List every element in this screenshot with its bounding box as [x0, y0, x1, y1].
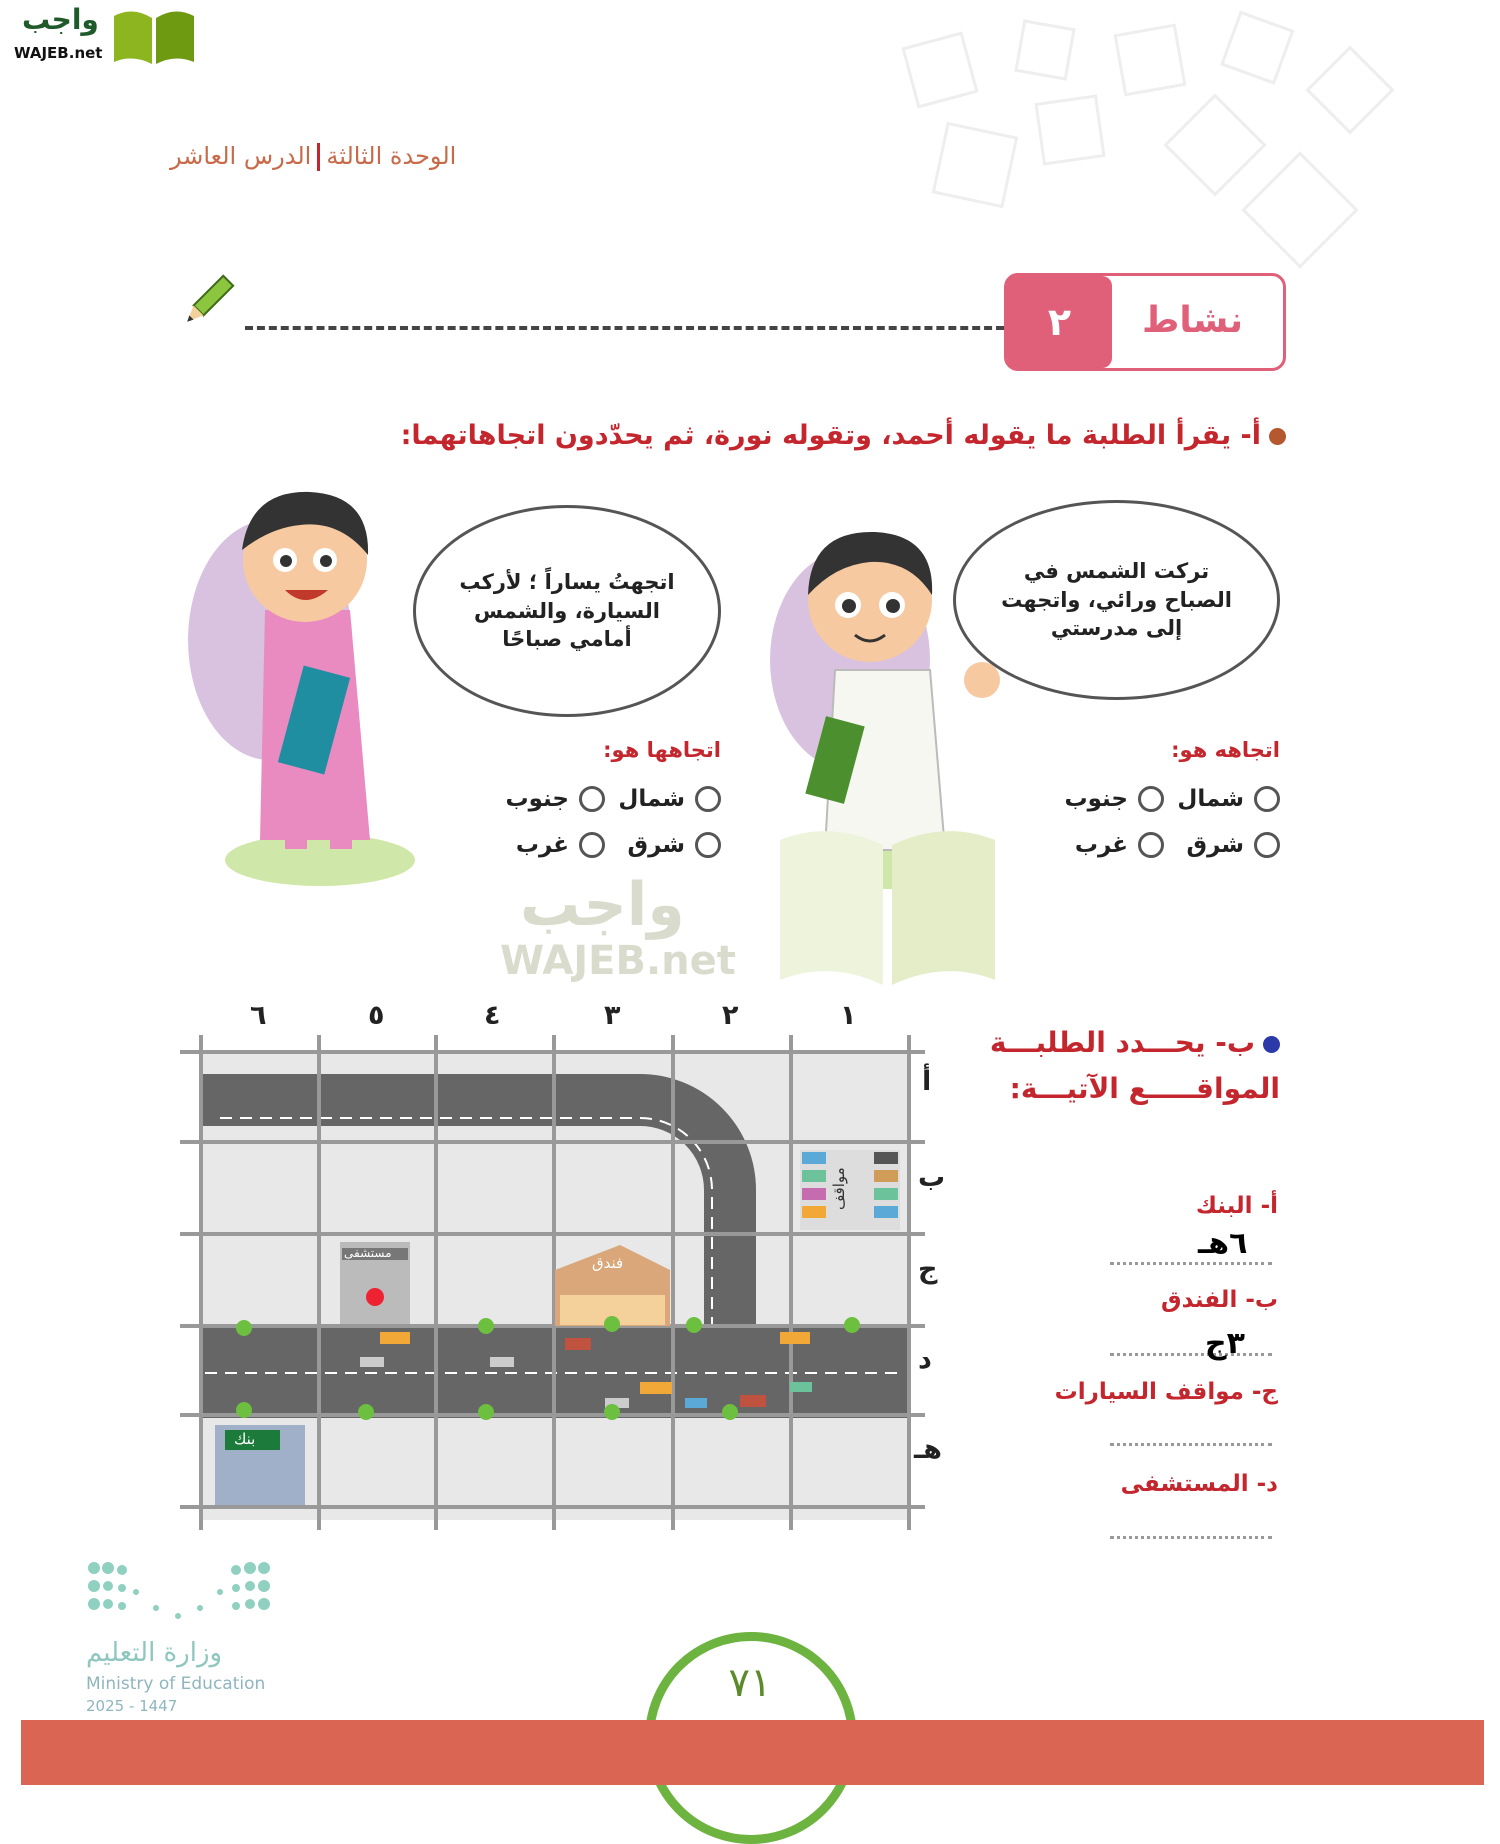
col-label: ١: [840, 1000, 857, 1031]
decorative-squares: [880, 0, 1440, 280]
boy-speech-line: إلى مدرستي: [1050, 616, 1183, 641]
option-label: شمال: [1177, 786, 1244, 812]
option-label: شرق: [1186, 832, 1244, 858]
row-label: د: [918, 1344, 932, 1375]
answer-bank: ٦هـ: [1198, 1226, 1248, 1261]
boy-direction-label: اتجاهه هو:: [1171, 738, 1280, 762]
option-label: شمال: [618, 786, 685, 812]
col-label: ٦: [250, 1000, 267, 1031]
parking-label: مواقف: [830, 1167, 848, 1210]
girl-speech-line: اتجهتُ يساراً ؛ لأركب: [459, 570, 675, 595]
girl-radio-west[interactable]: [579, 832, 605, 858]
row-label: ب: [918, 1162, 946, 1193]
row-label: أ: [922, 1066, 932, 1097]
item-label-hotel: ب- الفندق: [1161, 1287, 1278, 1313]
part-a-prompt: [401, 420, 1286, 451]
option-label: جنوب: [505, 786, 569, 812]
girl-illustration: [180, 470, 450, 890]
part-b-title-line: المواقـــــع الآتيـــة:: [1009, 1072, 1280, 1105]
unit-title: الوحدة الثالثة: [326, 142, 457, 170]
watermark-latin: WAJEB.net: [500, 938, 736, 984]
boy-radio-north[interactable]: [1254, 786, 1280, 812]
item-label-hospital: د- المستشفى: [1120, 1471, 1278, 1497]
activity-number: ٢: [1007, 276, 1112, 368]
row-label: ج: [918, 1254, 938, 1285]
option-label: غرب: [1074, 832, 1128, 858]
boy-options: [1065, 786, 1281, 858]
girl-speech-line: السيارة، والشمس: [474, 598, 660, 623]
row-label: هـ: [914, 1434, 942, 1465]
girl-direction-label: اتجاهها هو:: [603, 738, 721, 762]
girl-speech-bubble: [413, 505, 721, 717]
part-b-title-line: ب- يحـــدد الطلبـــة: [989, 1026, 1255, 1059]
answer-line-parking[interactable]: [1110, 1443, 1272, 1446]
map-labels: [180, 1030, 930, 1530]
boy-speech-line: تركت الشمس في: [1023, 559, 1210, 584]
answer-line-bank[interactable]: [1110, 1262, 1272, 1265]
girl-radio-north[interactable]: [695, 786, 721, 812]
answer-line-hotel[interactable]: [1110, 1353, 1272, 1356]
girl-radio-east[interactable]: [695, 832, 721, 858]
prompt-text: أ- يقرأ الطلبة ما يقوله أحمد، وتقوله نورة، ثم يحدّدون اتجاهاتهما:: [400, 420, 1261, 451]
divider: [317, 143, 320, 171]
item-label-parking: ج- مواقف السيارات: [1054, 1379, 1278, 1405]
wajeb-logo: [10, 2, 190, 66]
ministry-year: 2025 - 1447: [86, 1697, 178, 1715]
ministry-logo-dots: [86, 1560, 271, 1620]
watermark-arabic: واجب: [520, 870, 685, 940]
col-label: ٤: [484, 1000, 501, 1031]
ministry-name-ar: وزارة التعليم: [86, 1638, 223, 1668]
col-label: ٥: [368, 1000, 385, 1031]
boy-speech-line: الصباح ورائي، واتجهت: [1001, 587, 1232, 612]
option-label: جنوب: [1064, 786, 1128, 812]
option-label: شرق: [627, 832, 685, 858]
dashed-line: [245, 326, 1004, 330]
footer-bar: [21, 1720, 1484, 1785]
pencil-icon: [180, 272, 235, 332]
answer-hotel: ٣ج: [1205, 1326, 1245, 1361]
page-number: ٧١: [728, 1660, 772, 1706]
logo-latin: WAJEB.net: [14, 44, 103, 62]
option-label: غرب: [515, 832, 569, 858]
boy-radio-south[interactable]: [1138, 786, 1164, 812]
bullet-icon: [1269, 428, 1286, 445]
part-b-title: [990, 1020, 1280, 1112]
ministry-name-en: Ministry of Education: [86, 1674, 266, 1694]
book-icon: [108, 6, 200, 66]
col-label: ٢: [722, 1000, 739, 1031]
girl-options: [506, 786, 722, 858]
breadcrumb: [170, 142, 510, 171]
bank-label: بنك: [234, 1430, 256, 1448]
activity-badge: [1004, 273, 1286, 371]
watermark: [500, 872, 736, 984]
watermark-book-icon: [775, 820, 1000, 985]
boy-radio-west[interactable]: [1138, 832, 1164, 858]
boy-radio-east[interactable]: [1254, 832, 1280, 858]
item-label-bank: أ- البنك: [1195, 1193, 1278, 1219]
lesson-title: الدرس العاشر: [170, 142, 312, 170]
logo-arabic: واجب: [22, 3, 99, 36]
girl-speech-line: أمامي صباحًا: [502, 627, 632, 652]
col-label: ٣: [604, 1000, 621, 1031]
boy-speech-bubble: [953, 500, 1280, 700]
answer-line-hospital[interactable]: [1110, 1536, 1272, 1539]
hospital-label: مستشفى: [344, 1246, 392, 1260]
activity-label: نشاط: [1141, 300, 1243, 341]
bullet-icon: [1263, 1036, 1280, 1053]
hotel-label: فندق: [592, 1254, 624, 1272]
girl-radio-south[interactable]: [579, 786, 605, 812]
